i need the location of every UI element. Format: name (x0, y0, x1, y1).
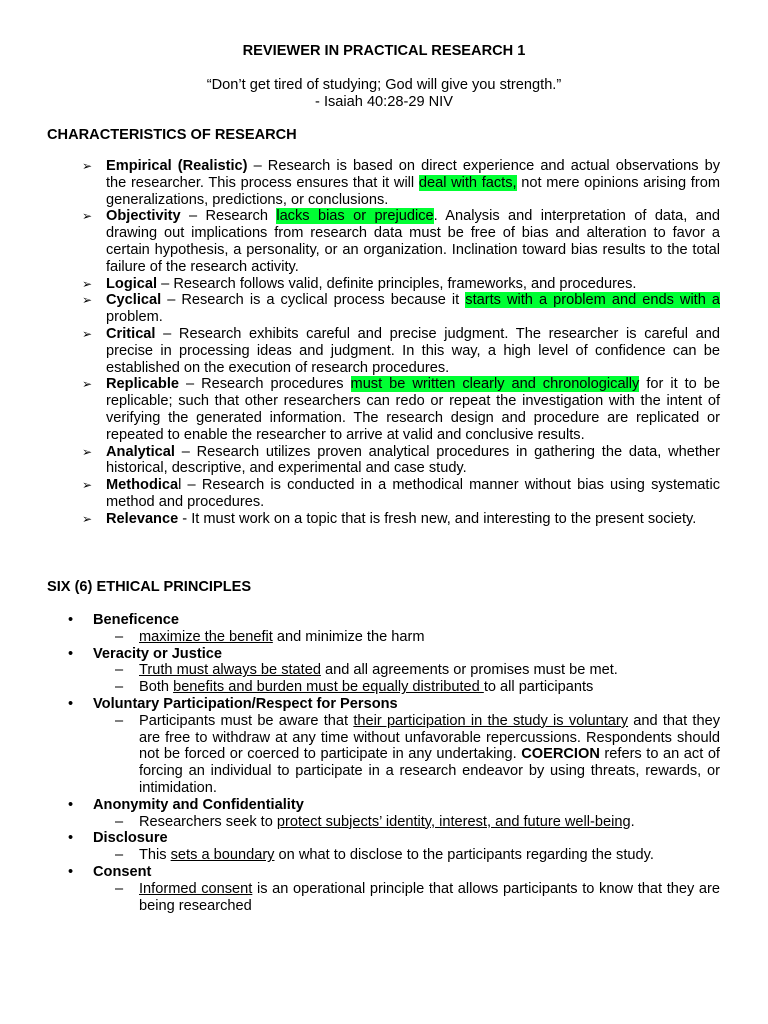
characteristic-text: – Research exhibits careful and precise judgment. The researcher is careful and precise in processing ideas and judgment. In this way, a high level of confidence can be established on the execution of research procedures. (106, 325, 720, 376)
detail-text: and all agreements or promises must be met. (320, 662, 618, 679)
detail-text: is an operational principle that allows participants to know that they are being researched (139, 880, 720, 914)
principle-detail (93, 713, 720, 797)
principle-details (93, 881, 720, 915)
characteristic-text: l – Research is conducted in a methodical manner without bias using systematic method and procedures. (106, 477, 720, 510)
characteristic-item (80, 276, 720, 293)
characteristic-item (80, 208, 720, 275)
characteristic-item (80, 292, 720, 326)
detail-text: refers to an act of forcing an individual to participate in a research endeavor by using threats, rewards, or intimidation. (139, 746, 720, 796)
characteristic-text: – Research (180, 208, 277, 225)
epigraph-quote: “Don’t get tired of studying; God will give you strength.” (206, 77, 562, 93)
underlined-phrase: Informed consent (139, 880, 253, 897)
detail-text: Both (139, 679, 174, 696)
detail-text: . (630, 813, 635, 830)
principle-name: Beneficence (93, 612, 179, 628)
principle-details (93, 847, 720, 864)
principle-item (64, 864, 720, 914)
characteristic-text: – Research procedures (179, 376, 351, 393)
characteristic-text: problem. (106, 309, 163, 326)
principle-detail (93, 847, 720, 864)
principle-item (64, 612, 720, 646)
characteristic-item (80, 376, 720, 443)
principle-name: Disclosure (93, 830, 168, 847)
characteristic-text: – Research utilizes proven analytical procedures in gathering the data, whether historical, descriptive, and experimental and case study. (106, 443, 720, 477)
underlined-phrase: their participation in the study is voluntary (353, 712, 629, 729)
characteristic-text: – Research follows valid, definite principles, frameworks, and procedures. (157, 275, 637, 292)
ethical-principles-list (64, 612, 720, 914)
characteristic-term: Cyclical (106, 292, 162, 309)
detail-text: and minimize the harm (272, 628, 425, 645)
characteristic-item (80, 477, 720, 511)
ethical-principles-heading: SIX (6) ETHICAL PRINCIPLES (47, 579, 252, 595)
characteristic-term: Replicable (106, 376, 179, 393)
detail-text: Participants must be aware that (139, 712, 354, 729)
principle-details (93, 814, 720, 831)
principle-detail (93, 629, 720, 646)
principle-detail (93, 679, 720, 696)
detail-text: Researchers seek to (139, 813, 277, 830)
characteristic-item (80, 158, 720, 208)
principle-name: Anonymity and Confidentiality (93, 796, 304, 813)
principle-details (93, 662, 720, 696)
characteristic-text: . Analysis and interpretation of data, and drawing out implications from research data must be free of bias and alteration to favor a certain hypothesis, a personality, or an organization. Inclination toward bias results to the total failure of the research activity. (106, 208, 720, 275)
highlighted-phrase: lacks bias or prejudice (276, 208, 434, 225)
characteristics-heading: CHARACTERISTICS OF RESEARCH (47, 127, 297, 143)
characteristic-text: - It must work on a topic that is fresh new, and interesting to the present society. (178, 510, 697, 527)
characteristic-item (80, 511, 720, 528)
principle-item (64, 646, 720, 696)
detail-text: to all participants (483, 679, 594, 696)
characteristic-text: for it to be replicable; such that other researchers can redo or repeat the investigation with the intent of verifying the generated information. The research design and procedure are replicated or repeated to enable the researcher to arrive at valid and conclusive results. (106, 376, 721, 443)
characteristic-term: Empirical (Realistic) (106, 158, 248, 174)
principle-name: Voluntary Participation/Respect for Persons (93, 695, 398, 712)
document-title: REVIEWER IN PRACTICAL RESEARCH 1 (242, 43, 526, 59)
underlined-phrase: sets a boundary (170, 847, 275, 864)
highlighted-phrase: deal with facts, (418, 174, 517, 191)
underlined-phrase: protect subjects’ identity, interest, and future well-being (276, 813, 631, 830)
principle-details (93, 629, 720, 646)
characteristic-item (80, 326, 720, 376)
principle-item (64, 797, 720, 831)
underlined-phrase: benefits and burden must be equally distributed (173, 679, 484, 696)
characteristic-term: Relevance (106, 510, 179, 527)
underlined-phrase: maximize the benefit (139, 628, 273, 645)
epigraph-source: - Isaiah 40:28-29 NIV (315, 93, 453, 110)
principle-detail (93, 662, 720, 679)
detail-text: This (139, 847, 171, 864)
epigraph (0, 77, 768, 111)
characteristic-text: – Research is based on direct experience and actual observations by the researcher. This process ensures that it will (106, 158, 720, 191)
characteristic-term: Logical (106, 275, 158, 292)
principle-item (64, 696, 720, 797)
characteristics-list (80, 158, 720, 528)
characteristic-term: Critical (106, 325, 156, 342)
principle-name: Veracity or Justice (93, 645, 222, 662)
characteristic-text: not mere opinions arising from generalizations, predictions, or conclusions. (106, 174, 720, 208)
principle-item (64, 830, 720, 864)
principle-name: Consent (93, 863, 152, 880)
highlighted-phrase: starts with a problem and ends with a (465, 292, 720, 309)
characteristic-text: – Research is a cyclical process because it (161, 292, 466, 309)
characteristic-term: Methodica (106, 477, 179, 494)
detail-text: and that they are free to withdraw at any time without unfavorable repercussions. Respondents should not be forced or coerced to participate in any undertaking. (139, 712, 720, 763)
characteristic-item (80, 444, 720, 478)
detail-text: on what to disclose to the participants regarding the study. (274, 847, 654, 864)
principle-detail (93, 881, 720, 915)
bold-term: COERCION (521, 746, 600, 763)
highlighted-phrase: must be written clearly and chronologically (350, 376, 640, 393)
principle-details (93, 713, 720, 797)
underlined-phrase: Truth must always be stated (139, 662, 321, 679)
characteristic-term: Analytical (106, 443, 175, 460)
principle-detail (93, 814, 720, 831)
characteristic-term: Objectivity (106, 208, 181, 225)
